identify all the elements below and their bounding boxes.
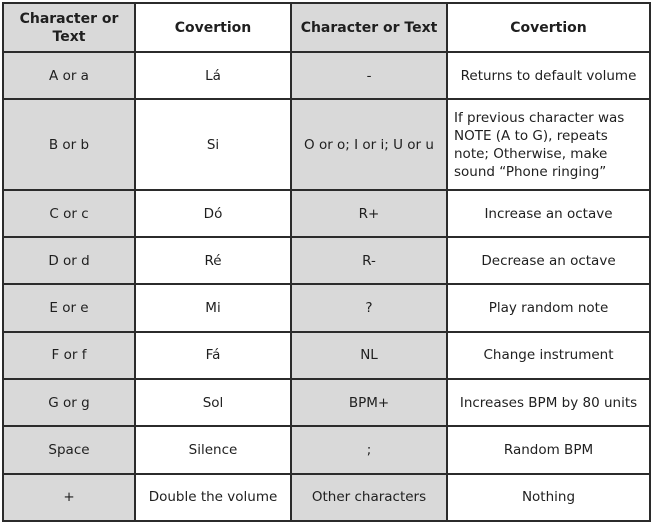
character-cell: NL xyxy=(291,332,447,379)
conversion-cell: Nothing xyxy=(447,474,650,521)
conversion-table-container xyxy=(2,2,649,522)
character-cell: B or b xyxy=(3,99,135,190)
character-cell: R- xyxy=(291,237,447,284)
table-row xyxy=(3,99,650,190)
conversion-cell: Change instrument xyxy=(447,332,650,379)
conversion-cell: Lá xyxy=(135,52,291,99)
character-cell: Other characters xyxy=(291,474,447,521)
character-cell: F or f xyxy=(3,332,135,379)
conversion-cell: Silence xyxy=(135,426,291,473)
header-conversion-1: Covertion xyxy=(135,3,291,52)
conversion-cell: Fá xyxy=(135,332,291,379)
character-cell: Space xyxy=(3,426,135,473)
character-cell: + xyxy=(3,474,135,521)
header-character-1: Character or Text xyxy=(3,3,135,52)
table-row xyxy=(3,190,650,237)
character-cell: G or g xyxy=(3,379,135,426)
conversion-cell: Ré xyxy=(135,237,291,284)
character-cell: R+ xyxy=(291,190,447,237)
header-row xyxy=(3,3,650,52)
table-row xyxy=(3,52,650,99)
character-cell: ; xyxy=(291,426,447,473)
conversion-table xyxy=(2,2,651,522)
table-row xyxy=(3,426,650,473)
header-character-2: Character or Text xyxy=(291,3,447,52)
character-cell: - xyxy=(291,52,447,99)
conversion-cell: Mi xyxy=(135,284,291,331)
conversion-cell: Random BPM xyxy=(447,426,650,473)
table-row xyxy=(3,284,650,331)
table-row xyxy=(3,332,650,379)
conversion-cell: Si xyxy=(135,99,291,190)
character-cell: O or o; I or i; U or u xyxy=(291,99,447,190)
conversion-cell: Sol xyxy=(135,379,291,426)
character-cell: C or c xyxy=(3,190,135,237)
table-row xyxy=(3,379,650,426)
character-cell: A or a xyxy=(3,52,135,99)
conversion-cell: Decrease an octave xyxy=(447,237,650,284)
conversion-cell: Dó xyxy=(135,190,291,237)
header-conversion-2: Covertion xyxy=(447,3,650,52)
conversion-cell: Returns to default volume xyxy=(447,52,650,99)
character-cell: E or e xyxy=(3,284,135,331)
table-row xyxy=(3,474,650,521)
conversion-cell: Increase an octave xyxy=(447,190,650,237)
conversion-cell: Double the volume xyxy=(135,474,291,521)
character-cell: BPM+ xyxy=(291,379,447,426)
character-cell: ? xyxy=(291,284,447,331)
table-row xyxy=(3,237,650,284)
character-cell: D or d xyxy=(3,237,135,284)
conversion-cell: Play random note xyxy=(447,284,650,331)
conversion-cell: Increases BPM by 80 units xyxy=(447,379,650,426)
conversion-cell: If previous character was NOTE (A to G), repeats note; Otherwise, make sound “Phone ringing” xyxy=(447,99,650,190)
